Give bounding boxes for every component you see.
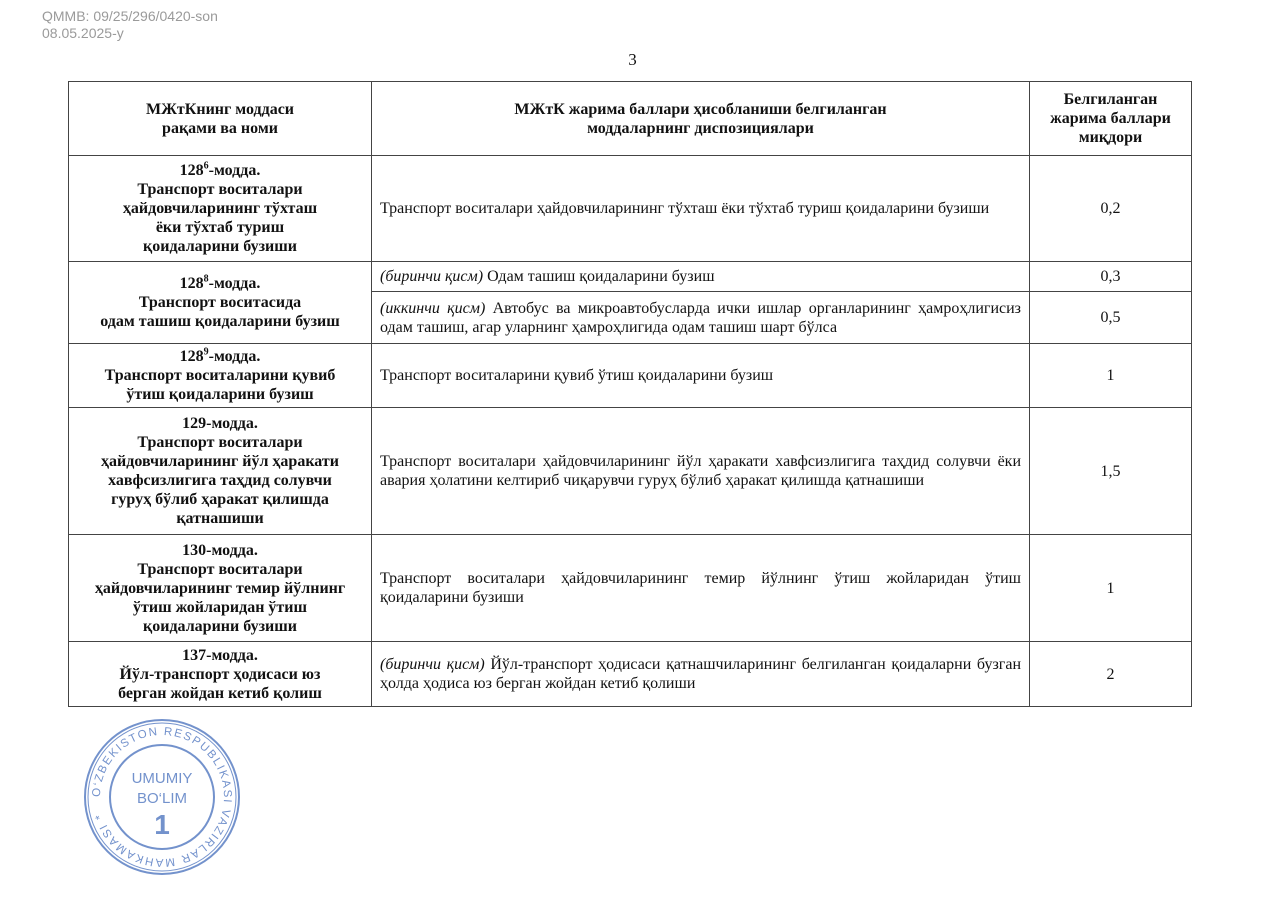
article-cell bbox=[69, 535, 372, 642]
disposition-text: Йўл-транспорт ҳодисаси қатнашчиларининг белгиланган қоидаларни бузган ҳолда ҳодиса юз берган жойдан кетиб қолиши bbox=[380, 656, 1021, 692]
article-number bbox=[77, 414, 363, 433]
article-title: Транспорт воситаларини қувиб ўтиш қоидаларини бузиш bbox=[104, 367, 336, 403]
disposition-text: Автобус ва микроавтобусларда ички ишлар органларининг ҳамроҳлигисиз одам ташиш, агар уларнинг ҳамроҳлигида одам ташиш шарт бўлса bbox=[380, 299, 1021, 336]
table-header-row bbox=[69, 82, 1192, 156]
table-row bbox=[69, 344, 1192, 408]
official-seal-stamp bbox=[82, 717, 242, 877]
disposition-cell bbox=[372, 535, 1030, 642]
article-number-suffix: -модда. bbox=[208, 275, 261, 292]
article-number bbox=[77, 274, 363, 293]
article-number-superscript: 8 bbox=[203, 273, 209, 285]
disposition-cell bbox=[372, 156, 1030, 262]
points-cell: 1,5 bbox=[1030, 408, 1192, 535]
disposition-cell bbox=[372, 292, 1030, 344]
article-number-base: 128 bbox=[179, 162, 204, 179]
part-label: (биринчи қисм) bbox=[380, 268, 484, 285]
reference-date: 08.05.2025-y bbox=[42, 25, 124, 41]
article-number-base: 129-модда. bbox=[182, 415, 258, 432]
table-row bbox=[69, 156, 1192, 262]
seal-number: 1 bbox=[154, 809, 170, 840]
article-number-base: 128 bbox=[179, 275, 204, 292]
disposition-cell bbox=[372, 344, 1030, 408]
part-label: (иккинчи қисм) bbox=[380, 299, 486, 317]
table-row bbox=[69, 262, 1192, 292]
disposition-text: Транспорт воситалари ҳайдовчиларининг темир йўлнинг ўтиш жойларидан ўтиш қоидаларини бузиши bbox=[380, 570, 1021, 606]
seal-ring-text: O‘ZBEKISTON RESPUBLIKASI VAZIRLAR MAHKAMASI * bbox=[90, 725, 234, 869]
article-title: Транспорт воситалари ҳайдовчиларининг йўл ҳаракати хавфсизлигига таҳдид солувчи гуруҳ бўлиб ҳаракат қилишда қатнашиши bbox=[101, 434, 339, 527]
disposition-cell bbox=[372, 408, 1030, 535]
disposition-text: Транспорт воситалари ҳайдовчиларининг тўхташ ёки тўхтаб туриш қоидаларини бузиши bbox=[380, 200, 990, 217]
article-number-base: 128 bbox=[179, 348, 204, 365]
seal-line-1: UMUMIY bbox=[131, 770, 193, 787]
disposition-text: Одам ташиш қоидаларини бузиш bbox=[487, 268, 715, 285]
article-number-base: 137-модда. bbox=[182, 646, 258, 664]
part-label: (биринчи қисм) bbox=[380, 656, 485, 673]
document-reference-stamp bbox=[42, 8, 218, 42]
points-cell: 0,3 bbox=[1030, 262, 1192, 292]
seal-line-2: BO‘LIM bbox=[136, 790, 188, 807]
points-cell: 0,2 bbox=[1030, 156, 1192, 262]
article-number-suffix: -модда. bbox=[208, 162, 261, 179]
disposition-text: Транспорт воситаларини қувиб ўтиш қоидаларини бузиш bbox=[380, 367, 774, 384]
article-number-base: 130-модда. bbox=[182, 541, 258, 559]
article-cell bbox=[69, 408, 372, 535]
disposition-text: Транспорт воситалари ҳайдовчиларининг йўл ҳаракати хавфсизлигига таҳдид солувчи ёки авария ҳолатини келтириб чиқарувчи гуруҳ бўлиб ҳаракат қилишда қатнашиши bbox=[380, 453, 1021, 489]
article-number bbox=[77, 347, 363, 366]
points-cell: 0,5 bbox=[1030, 292, 1192, 344]
table-row bbox=[69, 535, 1192, 642]
article-cell bbox=[69, 262, 372, 344]
reference-number: QMMB: 09/25/296/0420-son bbox=[42, 8, 218, 24]
article-number-superscript: 9 bbox=[203, 346, 209, 358]
column-header-points: Белгиланган жарима баллари миқдори bbox=[1030, 82, 1192, 156]
points-cell: 1 bbox=[1030, 344, 1192, 408]
table-row bbox=[69, 408, 1192, 535]
article-title: Йўл-транспорт ҳодисаси юз берган жойдан кетиб қолиш bbox=[118, 665, 322, 702]
article-cell bbox=[69, 642, 372, 707]
article-number-suffix: -модда. bbox=[208, 348, 261, 365]
article-number bbox=[77, 646, 363, 665]
column-header-disposition: МЖтК жарима баллари ҳисобланиши белгиланган моддаларнинг диспозициялари bbox=[372, 82, 1030, 156]
disposition-cell bbox=[372, 262, 1030, 292]
points-cell: 2 bbox=[1030, 642, 1192, 707]
article-number-superscript: 6 bbox=[203, 160, 209, 172]
article-title: Транспорт воситалари ҳайдовчиларининг тўхташ ёки тўхтаб туриш қоидаларини бузиши bbox=[122, 181, 318, 255]
table-body bbox=[69, 156, 1192, 707]
article-title: Транспорт воситасида одам ташиш қоидаларини бузиш bbox=[100, 294, 340, 330]
article-cell bbox=[69, 344, 372, 408]
column-header-article: МЖтКнинг моддаси рақами ва номи bbox=[69, 82, 372, 156]
page-number: 3 bbox=[628, 50, 637, 69]
table-row bbox=[69, 642, 1192, 707]
fine-points-table bbox=[68, 81, 1192, 707]
article-title: Транспорт воситалари ҳайдовчиларининг темир йўлнинг ўтиш жойларидан ўтиш қоидаларини бузиши bbox=[94, 560, 346, 635]
disposition-cell bbox=[372, 642, 1030, 707]
article-cell bbox=[69, 156, 372, 262]
points-cell: 1 bbox=[1030, 535, 1192, 642]
article-number bbox=[77, 161, 363, 180]
article-number bbox=[77, 541, 363, 560]
